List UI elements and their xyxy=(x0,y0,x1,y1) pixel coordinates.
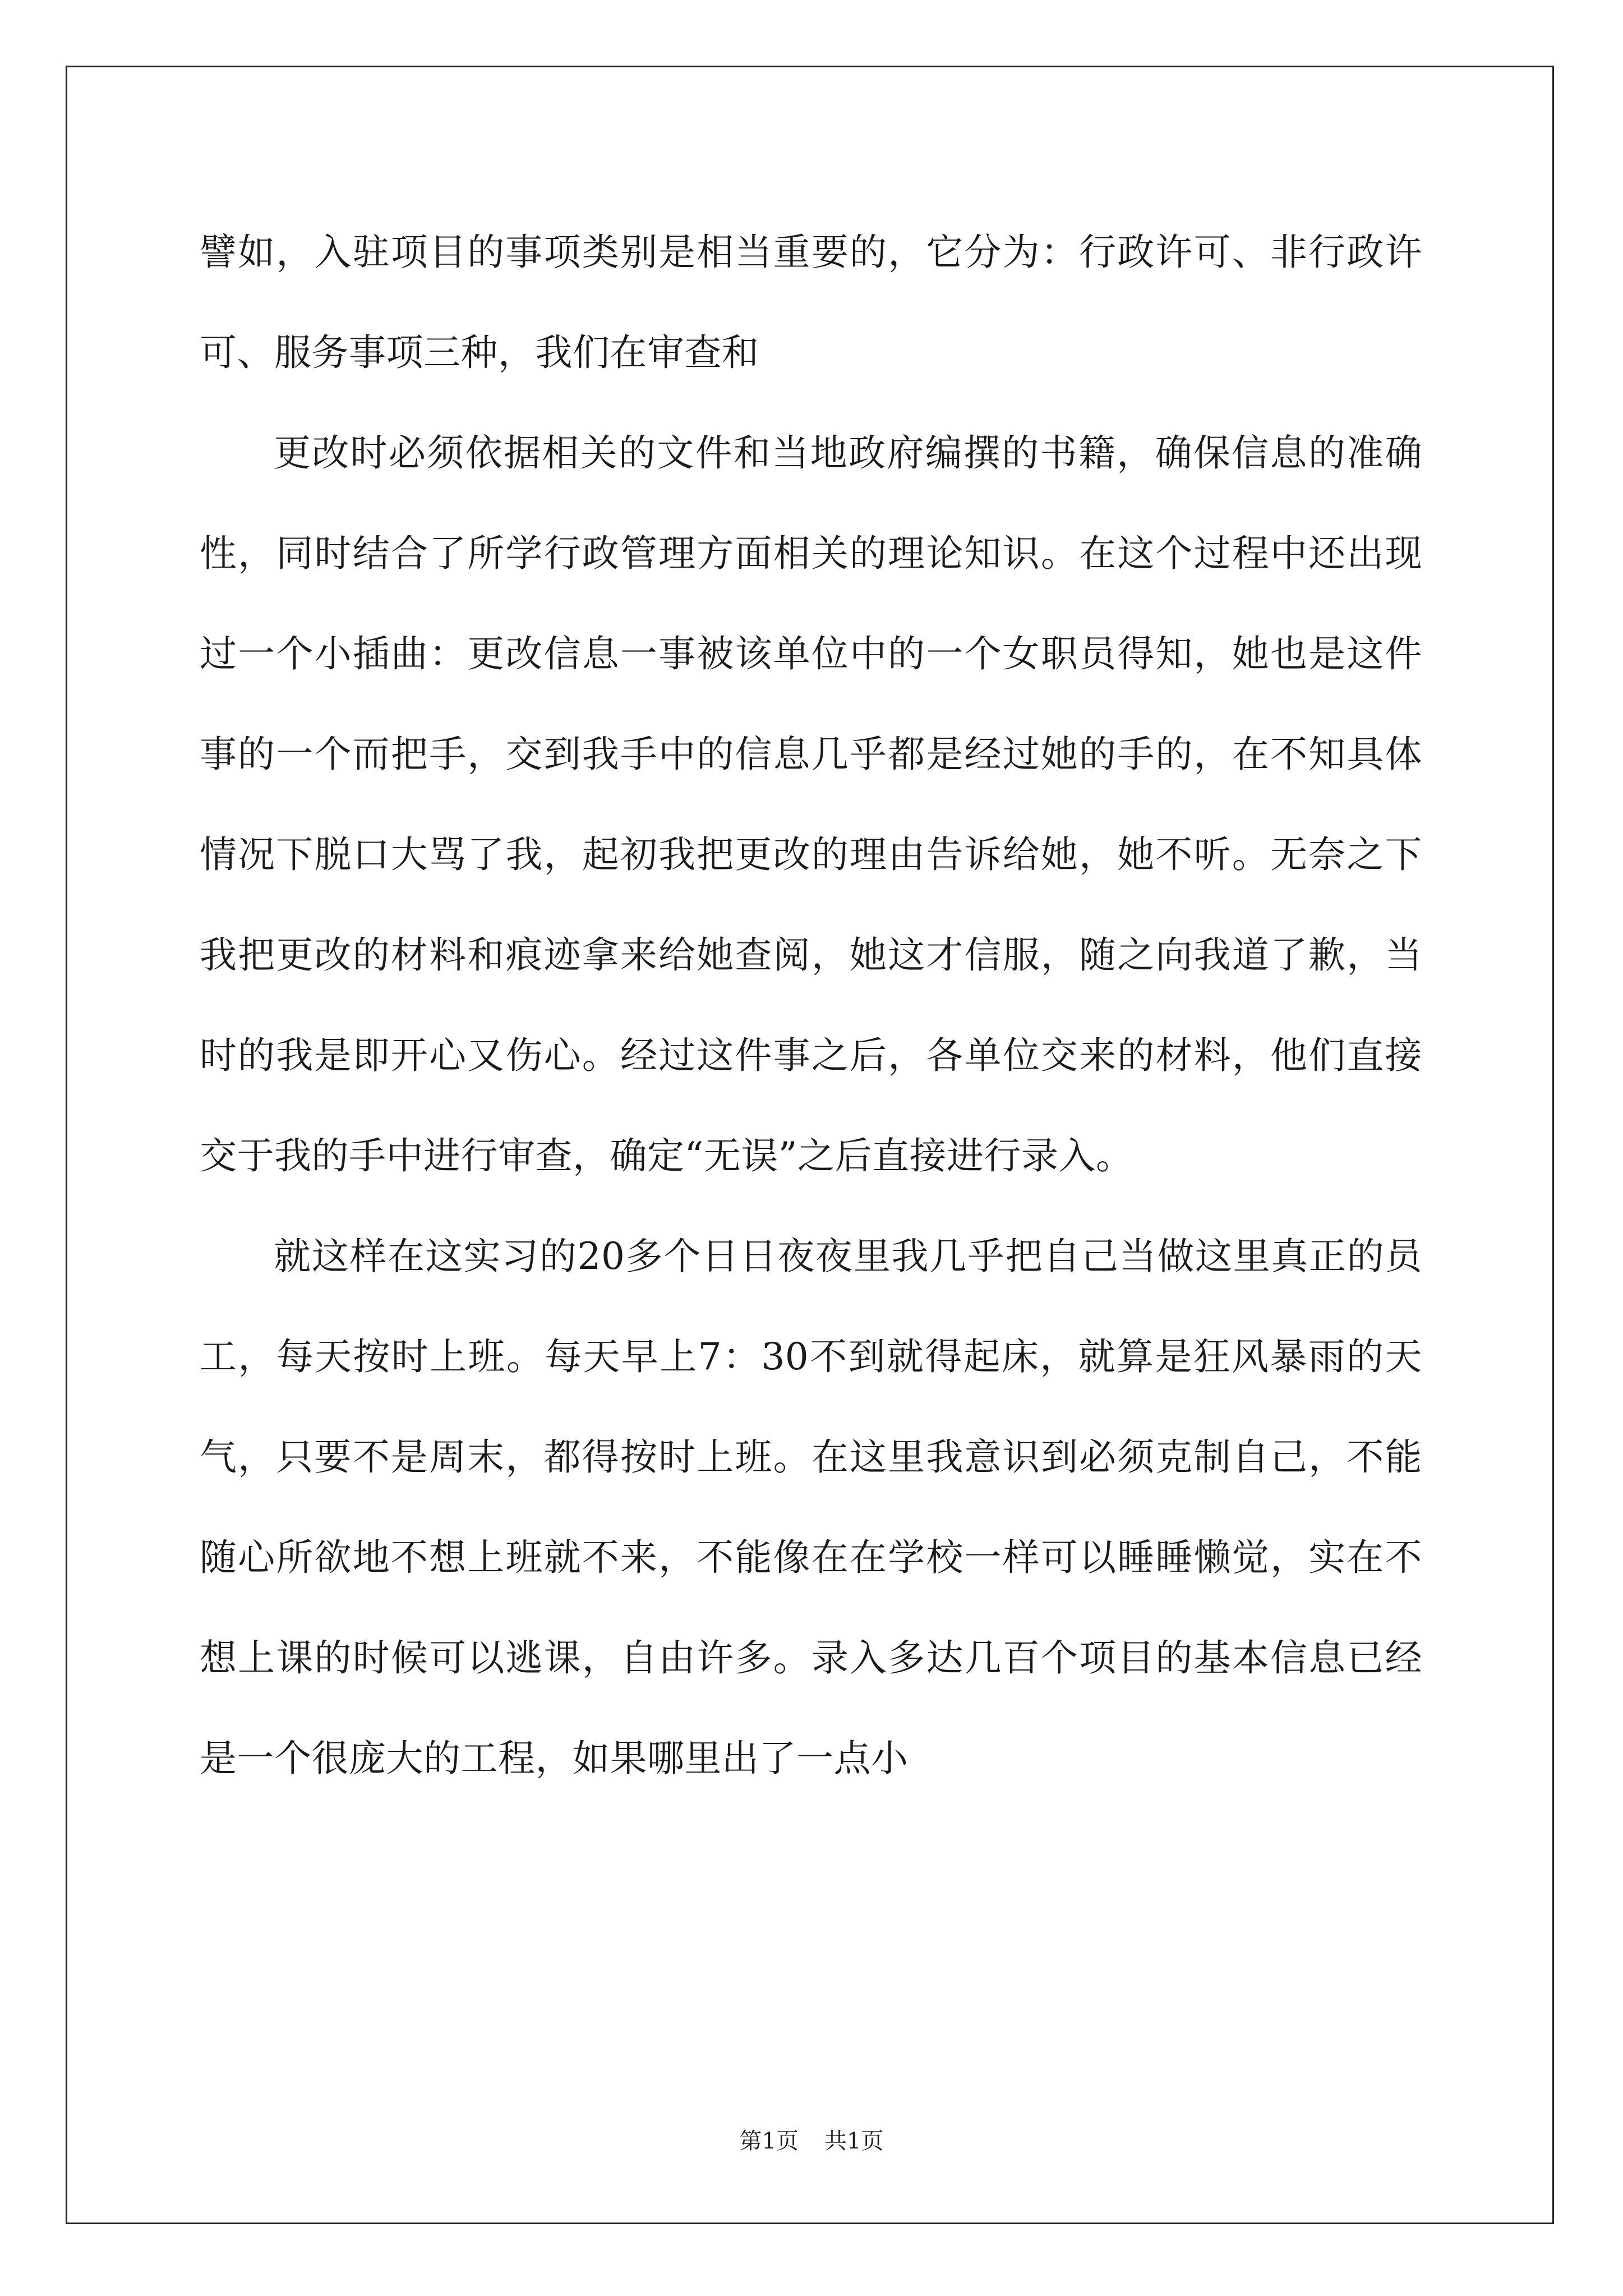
page-total: 共1页 xyxy=(824,2128,884,2154)
paragraph: 譬如，入驻项目的事项类别是相当重要的，它分为：行政许可、非行政许可、服务事项三种，我们在审查和 xyxy=(200,231,1422,374)
paragraph: 就这样在这实习的20多个日日夜夜里我几乎把自己当做这里真正的员工，每天按时上班。每天早上7：30不到就得起床，就算是狂风暴雨的天气，只要不是周末，都得按时上班。在这里我意识到必须克制自己，不能随心所欲地不想上班就不来，不能像在在学校一样可以睡睡懒觉，实在不想上课的时候可以逃课，自由许多。录入多达几百个项目的基本信息已经是一个很庞大的工程，如果哪里出了一点小 xyxy=(200,1235,1422,1780)
document-body xyxy=(200,202,1422,1809)
page-number: 第1页 xyxy=(739,2128,799,2154)
paragraph: 更改时必须依据相关的文件和当地政府编撰的书籍，确保信息的准确性，同时结合了所学行政管理方面相关的理论知识。在这个过程中还出现过一个小插曲：更改信息一事被该单位中的一个女职员得知，她也是这件事的一个而把手，交到我手中的信息几乎都是经过她的手的，在不知具体情况下脱口大骂了我，起初我把更改的理由告诉给她，她不听。无奈之下我把更改的材料和痕迹拿来给她查阅，她这才信服，随之向我道了歉，当时的我是即开心又伤心。经过这件事之后，各单位交来的材料，他们直接交于我的手中进行审查，确定“无误”之后直接进行录入。 xyxy=(200,431,1422,1177)
page-footer xyxy=(0,2123,1623,2155)
